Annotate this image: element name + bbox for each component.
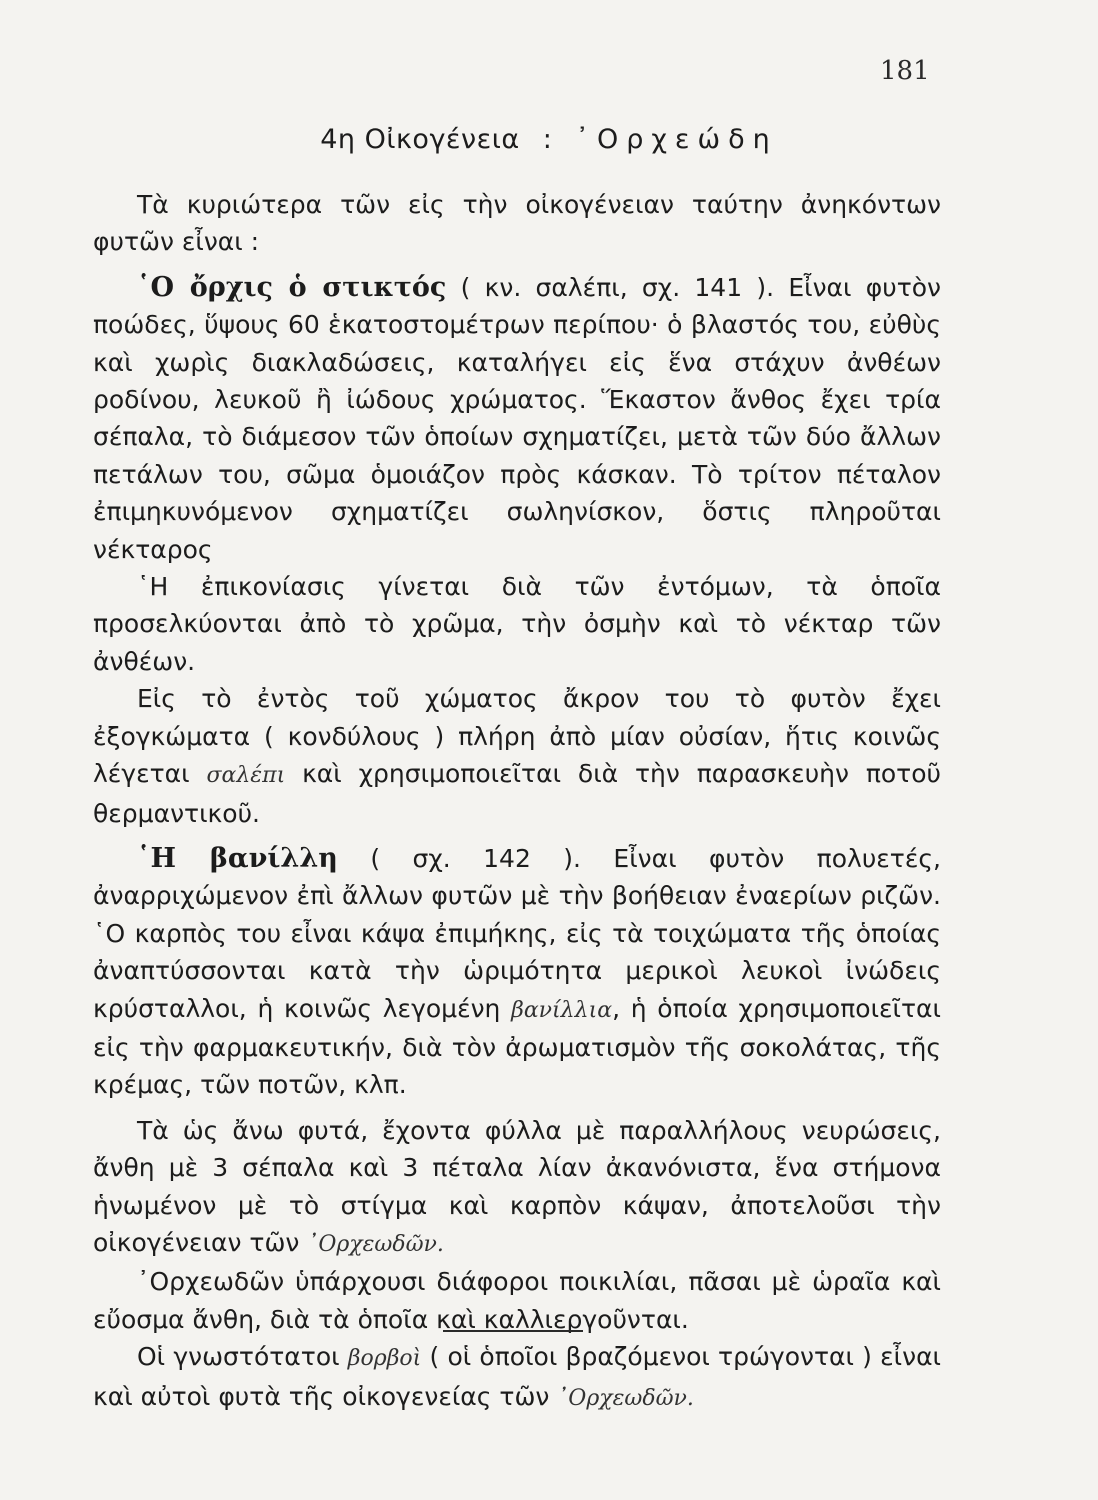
summary-italic-term: ᾿Ορχεωδῶν. bbox=[307, 1231, 444, 1257]
summary-text-a: Τὰ ὡς ἄνω φυτά, ἔχοντα φύλλα μὲ παραλλήλους νευρώσεις, ἄνθη μὲ 3 σέπαλα καὶ 3 πέταλα λίαν ἀκανόνιστα, ἕνα στήμονα ἡνωμένον μὲ τὸ στίγμα καὶ καρπὸν κάψαν, ἀποτελοῦσι τὴν οἰκογένειαν τῶν bbox=[93, 1115, 941, 1257]
heading-separator: : bbox=[542, 124, 553, 155]
end-rule bbox=[443, 1330, 583, 1332]
bulbs-text-b: ( οἱ ὁποῖοι βραζόμενοι τρώγονται ) εἶναι καὶ αὐτοὶ φυτὰ τῆς οἰκογενείας τῶν bbox=[93, 1342, 942, 1411]
summary-paragraph bbox=[93, 1112, 941, 1264]
vanilla-italic-term: βανίλλια bbox=[511, 997, 613, 1023]
tubers-text-b: καὶ χρησιμοποιεῖται διὰ τὴν παρασκευὴν ποτοῦ θερμαντικοῦ. bbox=[93, 759, 941, 828]
vanilla-paragraph bbox=[93, 840, 941, 1104]
bulbs-paragraph bbox=[93, 1338, 941, 1417]
pollination-paragraph: ῾Η ἐπικονίασις γίνεται διὰ τῶν ἐντόμων, τὰ ὁποῖα προσελκύονται ἀπὸ τὸ χρῶμα, τὴν ὀσμὴν καὶ τὸ νέκταρ τῶν ἀνθέων. bbox=[93, 572, 941, 676]
vanilla-text-b: , ἡ ὁποία χρησιμοποιεῖται εἰς τὴν φαρμακευτικήν, διὰ τὸν ἀρωματισμὸν τῆς σοκολάτας, τῆς κρέμας, τῶν ποτῶν, κλπ. bbox=[93, 993, 941, 1100]
family-number: 4η bbox=[320, 124, 356, 155]
family-name: ᾿Ορχεώδη bbox=[575, 124, 778, 155]
page-number: 181 bbox=[880, 56, 930, 86]
bulbs-text-a: Οἱ γνωστότατοι bbox=[137, 1342, 348, 1372]
orchis-body: ( κν. σαλέπι, σχ. 141 ). Εἶναι φυτὸν ποώδες, ὕψους 60 ἑκατοστομέτρων περίπου· ὁ βλαστός του, εὐθὺς καὶ χωρὶς διακλαδώσεις, καταλήγει εἰς ἕνα στάχυν ἀνθέων ροδίνου, λευκοῦ ἢ ἰώδους χρώματος. Ἕκαστον ἄνθος ἔχει τρία σέπαλα, τὸ διάμεσον τῶν ὁποίων σχηματίζει, μετὰ τῶν δύο ἄλλων πετάλων του, σῶμα ὁμοιάζον πρὸς κάσκαν. Τὸ τρίτον πέταλον ἐπιμηκυνόμενον σχηματίζει σωληνίσκον, ὅστις πληροῦται νέκταρος bbox=[93, 272, 942, 564]
body-text bbox=[93, 186, 941, 1417]
orchis-paragraph bbox=[93, 269, 941, 568]
bulbs-italic-term: βορβοὶ bbox=[347, 1346, 422, 1372]
vanilla-title: ῾Η βανίλλη bbox=[137, 842, 338, 874]
tubers-italic-term: σαλέπι bbox=[206, 763, 286, 789]
tubers-paragraph bbox=[93, 680, 941, 832]
bulbs-italic-term-2: ᾿Ορχεωδῶν. bbox=[557, 1385, 694, 1411]
tubers-text-a: Εἰς τὸ ἐντὸς τοῦ χώματος ἄκρον του τὸ φυτὸν ἔχει ἐξογκώματα ( κονδύλους ) πλήρη ἀπὸ μίαν οὐσίαν, ἥτις κοινῶς λέγεται bbox=[93, 684, 941, 789]
vanilla-text-a: ( σχ. 142 ). Εἶναι φυτὸν πολυετές, ἀναρριχώμενον ἐπὶ ἄλλων φυτῶν μὲ τὴν βοήθειαν ἐναερίων ριζῶν. ῾Ο καρπὸς του εἶναι κάψα ἐπιμήκης, εἰς τὰ τοιχώματα τῆς ὁποίας ἀναπτύσσονται κατὰ τὴν ὡριμότητα μερικοὶ λευκοὶ ἰνώδεις κρύσταλλοι, ἡ κοινῶς λεγομένη bbox=[93, 843, 941, 1023]
intro-paragraph: Τὰ κυριώτερα τῶν εἰς τὴν οἰκογένειαν ταύτην ἀνηκόντων φυτῶν εἶναι : bbox=[93, 190, 941, 257]
orchis-title: ῾Ο ὄρχις ὁ στικτός bbox=[137, 271, 447, 303]
varieties-paragraph: ᾿Ορχεωδῶν ὑπάρχουσι διάφοροι ποικιλίαι, πᾶσαι μὲ ὡραῖα καὶ εὔοσμα ἄνθη, διὰ τὰ ὁποῖα καὶ καλλιεργοῦνται. bbox=[93, 1267, 941, 1334]
section-heading bbox=[0, 124, 1098, 155]
family-word: Οἰκογένεια bbox=[364, 124, 520, 155]
